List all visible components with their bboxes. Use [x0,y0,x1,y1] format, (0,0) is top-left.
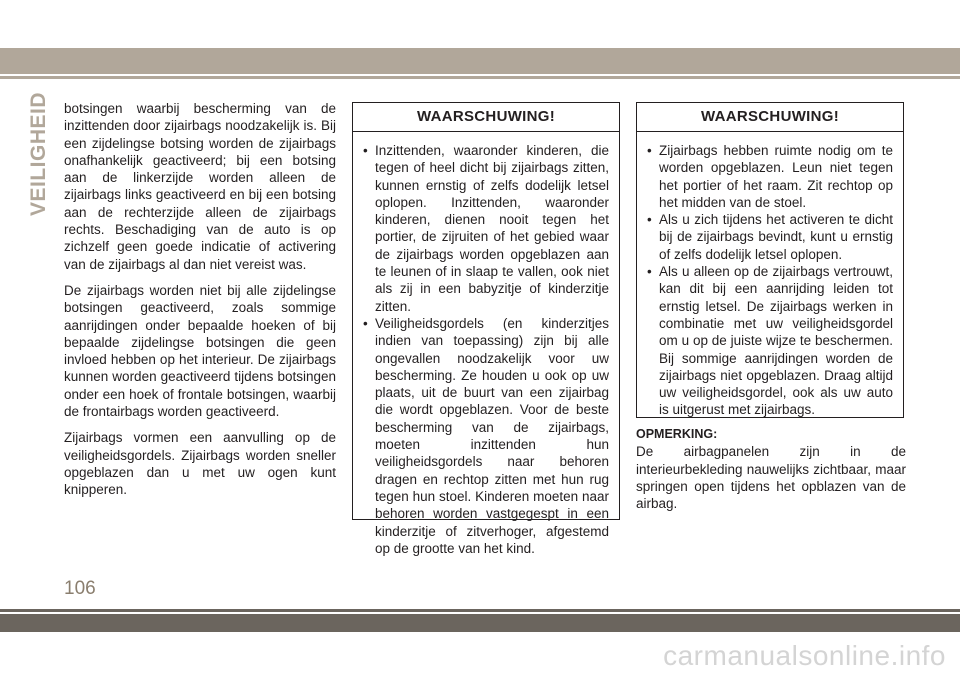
warning-item: • Veiligheidsgordels (en kinderzitjes indien van toepassing) zijn bij alle ongevallen noodzakelijk voor uw bescherming. Ze houden u ook op uw plaats, uit de buurt van een zijairbag die wordt opgeblazen. Voor de beste bescherming van de zijairbags, moeten inzittenden hun veiligheidsgordels naar behoren dragen en rechtop zitten met hun rug tegen hun stoel. Kinderen moeten naar behoren worden vastgegespt in een kinderzitje of zitverhoger, afgestemd op de grootte van het kind. [363,315,609,557]
paragraph: De zijairbags worden niet bij alle zijdelingse botsingen geactiveerd, zoals sommige aanrijdingen onder bepaalde hoeken of bij bepaalde zijdelingse botsingen die geen invloed hebben op het interieur. De zijairbags kunnen worden geactiveerd tijdens botsingen onder een hoek of frontale botsingen, waarbij de frontairbags worden geactiveerd. [64,282,336,420]
header-band [0,48,960,74]
text-column-left [64,100,336,508]
warning-title: WAARSCHUWING! [353,103,619,132]
footer-rule [0,609,960,612]
warning-title: WAARSCHUWING! [637,103,903,132]
warning-item: • Als u alleen op de zijairbags vertrouwt, kan dit bij een aanrijding leiden tot ernstig letsel. De zijairbags werken in combinatie met uw veiligheidsgordel om u op de juiste wijze te beschermen. Bij sommige aanrijdingen worden de zijairbags niet opgeblazen. Draag altijd uw veiligheidsgordel, ook als uw auto is uitgerust met zijairbags. [647,263,893,419]
page-number: 106 [64,578,96,599]
header-rule [0,76,960,79]
paragraph: Zijairbags vormen een aanvulling op de veiligheidsgordels. Zijairbags worden sneller opgeblazen dan u met uw ogen kunt knipperen. [64,430,336,498]
section-tab-label: VEILIGHEID [27,91,50,217]
watermark: carmanualsonline.info [663,640,946,671]
warning-list [637,132,903,419]
footer-band [0,614,960,632]
section-tab [26,91,52,217]
warning-list [353,132,619,557]
warning-box-2 [636,102,904,418]
note-text: De airbagpanelen zijn in de interieurbekleding nauwelijks zichtbaar, maar springen open tijdens het opblazen van de airbag. [636,444,906,512]
warning-box-1 [352,102,620,556]
note-block [636,426,906,512]
warning-item: • Inzittenden, waaronder kinderen, die tegen of heel dicht bij zijairbags zitten, kunnen ernstig of zelfs dodelijk letsel oplopen. Inzittenden, waaronder kinderen, dienen nooit tegen het portier, de zijruiten of het gebied waar de zijairbags worden opgeblazen aan te leunen of in slaap te vallen, ook niet als zij in een babyzitje of kinderzitje zitten. [363,142,609,315]
note-heading: OPMERKING: [636,427,718,441]
warning-item: • Zijairbags hebben ruimte nodig om te worden opgeblazen. Leun niet tegen het portier of het raam. Zit rechtop op het midden van de stoel. [647,142,893,211]
paragraph: botsingen waarbij bescherming van de inzittenden door zijairbags noodzakelijk is. Bij een zijdelingse botsing worden de zijairbags onafhankelijk geactiveerd; bij een botsing aan de linkerzijde worden alleen de zijairbags links geactiveerd en bij een botsing aan de rechterzijde alleen de zijairbags rechts. Beschadiging van de auto is op zichzelf geen goede indicatie of activering van de zijairbags al dan niet vereist was. [64,101,336,272]
warning-item: • Als u zich tijdens het activeren te dicht bij de zijairbags bevindt, kunt u ernstig of zelfs dodelijk letsel oplopen. [647,211,893,263]
